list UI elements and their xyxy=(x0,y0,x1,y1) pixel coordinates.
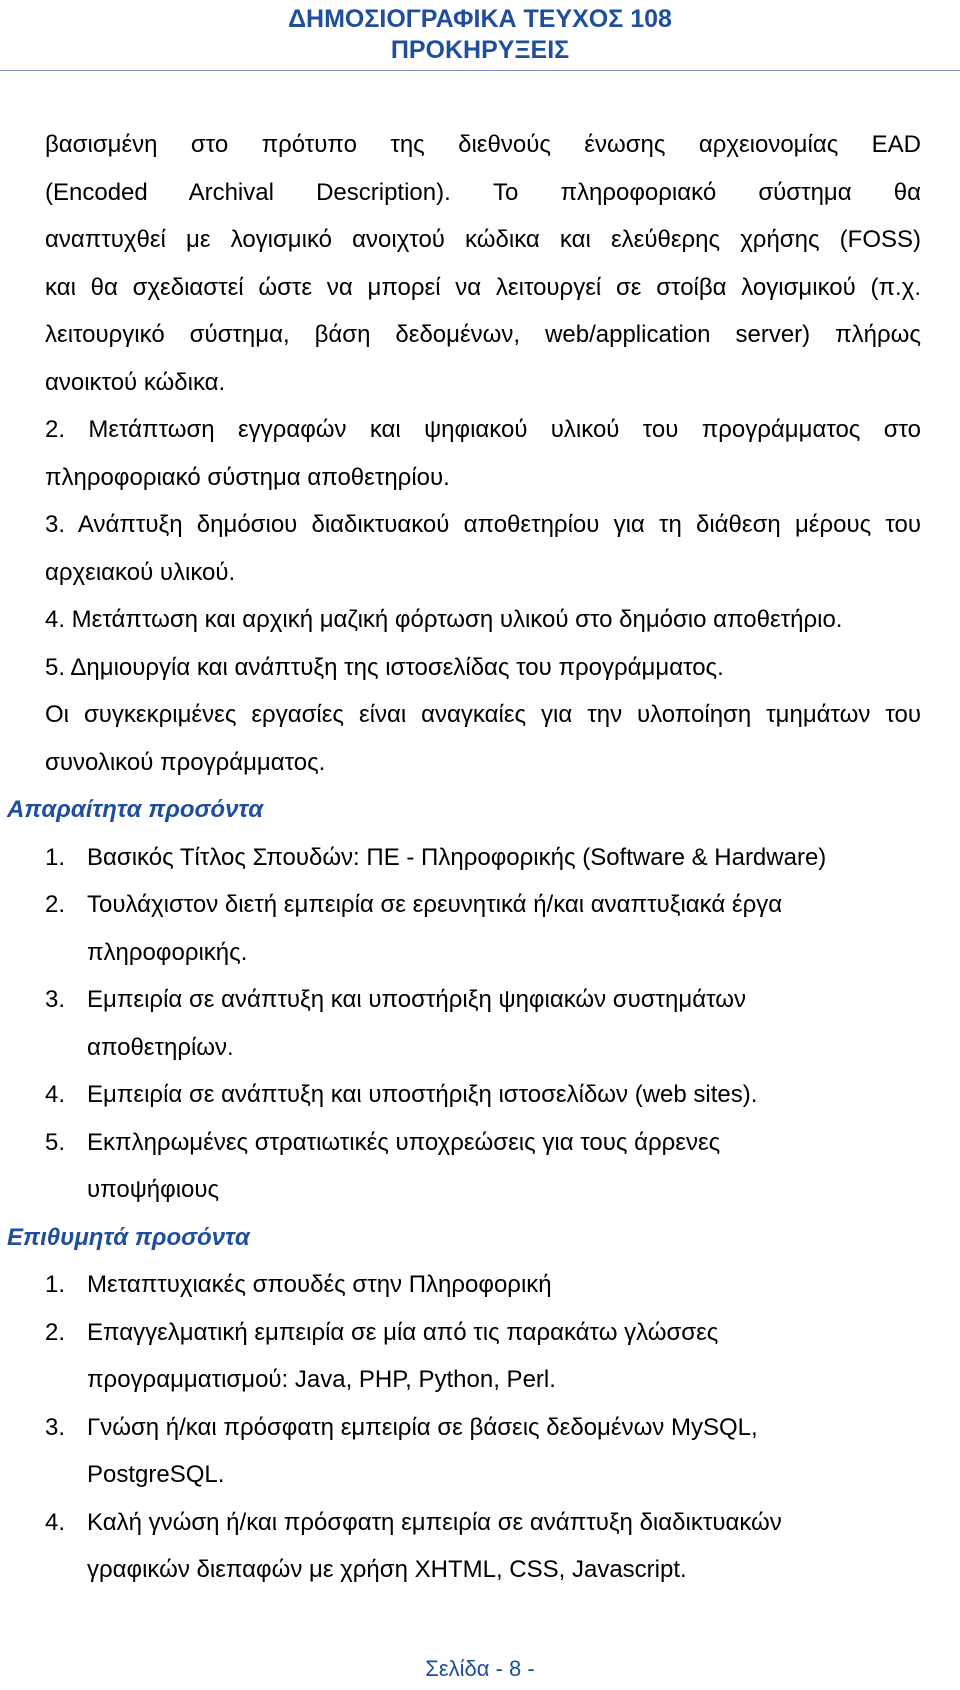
item-text: Επαγγελματική εμπειρία σε μία από τις παρακάτω γλώσσες xyxy=(87,1318,719,1346)
item-number: 3. xyxy=(45,1413,66,1441)
item-text: Εμπειρία σε ανάπτυξη και υποστήριξη ψηφιακών συστημάτων xyxy=(87,986,746,1013)
text-line: και θα σχεδιαστεί ώστε να μπορεί να λειτουργεί σε στοίβα λογισμικού (π.χ. xyxy=(45,273,921,301)
document-body xyxy=(7,121,921,1594)
list-item xyxy=(45,1404,921,1499)
text-line: (Encoded Archival Description). Το πληροφοριακό σύστημα θα xyxy=(45,178,921,206)
text-line: Οι συγκεκριμένες εργασίες είναι αναγκαίες για την υλοποίηση τμημάτων του xyxy=(45,701,921,728)
item-text: Βασικός Τίτλος Σπουδών: ΠΕ - Πληροφορικής (Software & Hardware) xyxy=(87,843,827,871)
text-line: 5. Δημιουργία και ανάπτυξη της ιστοσελίδας του προγράμματος. xyxy=(45,653,724,681)
text-line: λειτουργικό σύστημα, βάση δεδομένων, web/application server) πλήρως xyxy=(45,321,921,348)
task-item xyxy=(45,644,921,692)
text-line: βασισμένη στο πρότυπο της διεθνούς ένωσης αρχειονομίας EAD xyxy=(45,131,921,158)
item-text: Εμπειρία σε ανάπτυξη και υποστήριξη ιστοσελίδων (web sites). xyxy=(87,1081,758,1108)
list-item xyxy=(45,881,921,976)
list-item xyxy=(45,834,921,882)
item-text: Μεταπτυχιακές σπουδές στην Πληροφορική xyxy=(87,1271,552,1298)
text-line: 2. Μετάπτωση εγγραφών και ψηφιακού υλικού του προγράμματος στο xyxy=(45,416,921,443)
item-text: Τουλάχιστον διετή εμπειρία σε ερευνητικά ή/και αναπτυξιακά έργα xyxy=(87,891,783,918)
list-item xyxy=(45,976,921,1071)
list-item xyxy=(45,1499,921,1594)
desired-qualifications-heading: Επιθυμητά προσόντα xyxy=(7,1223,250,1251)
item-number: 1. xyxy=(45,843,66,871)
item-text: PostgreSQL. xyxy=(87,1461,225,1488)
list-item xyxy=(45,1071,921,1119)
item-number: 3. xyxy=(45,986,66,1013)
desired-qualifications-list xyxy=(45,1261,921,1594)
page-number: Σελίδα - 8 - xyxy=(425,1656,535,1681)
text-line: 4. Μετάπτωση και αρχική μαζική φόρτωση υλικού στο δημόσιο αποθετήριο. xyxy=(45,606,843,633)
required-qualifications-heading: Απαραίτητα προσόντα xyxy=(7,796,264,823)
item-number: 2. xyxy=(45,891,66,918)
header-subtitle: ΠΡΟΚΗΡΥΞΕΙΣ xyxy=(390,36,570,64)
text-line: συνολικού προγράμματος. xyxy=(45,748,326,776)
item-text: υποψήφιους xyxy=(87,1176,220,1203)
item-number: 2. xyxy=(45,1318,66,1346)
task-item xyxy=(45,501,921,596)
list-item xyxy=(45,1261,921,1309)
required-qualifications-list xyxy=(45,834,921,1214)
text-line: 3. Ανάπτυξη δημόσιου διαδικτυακού αποθετηρίου για τη διάθεση μέρους του xyxy=(45,511,921,538)
header-title: ΔΗΜΟΣΙΟΓΡΑΦΙΚΑ ΤΕΥΧΟΣ 108 xyxy=(288,5,672,33)
item-text: Εκπληρωμένες στρατιωτικές υποχρεώσεις για τους άρρενες xyxy=(87,1128,721,1156)
item-text: Γνώση ή/και πρόσφατη εμπειρία σε βάσεις δεδομένων MySQL, xyxy=(87,1413,758,1441)
intro-paragraph xyxy=(45,121,921,406)
item-text: αποθετηρίων. xyxy=(87,1033,234,1061)
item-text: Καλή γνώση ή/και πρόσφατη εμπειρία σε ανάπτυξη διαδικτυακών xyxy=(87,1508,782,1536)
task-item xyxy=(45,596,921,644)
list-item xyxy=(45,1309,921,1404)
item-number: 4. xyxy=(45,1508,66,1536)
item-number: 1. xyxy=(45,1271,66,1298)
text-line: πληροφοριακό σύστημα αποθετηρίου. xyxy=(45,463,450,491)
page-header xyxy=(0,0,960,76)
item-text: προγραμματισμού: Java, PHP, Python, Perl. xyxy=(87,1366,556,1393)
item-text: πληροφορικής. xyxy=(87,938,248,966)
task-item xyxy=(45,406,921,501)
text-line: αρχειακού υλικού. xyxy=(45,558,236,586)
item-text: γραφικών διεπαφών με χρήση XHTML, CSS, Javascript. xyxy=(87,1556,687,1583)
item-number: 5. xyxy=(45,1128,66,1156)
item-number: 4. xyxy=(45,1081,66,1108)
text-line: αναπτυχθεί με λογισμικό ανοιχτού κώδικα και ελεύθερης χρήσης (FOSS) xyxy=(45,226,921,253)
header-divider xyxy=(0,70,960,71)
text-line: ανοικτού κώδικα. xyxy=(45,368,226,396)
task-list xyxy=(45,406,921,691)
list-item xyxy=(45,1119,921,1214)
summary-paragraph xyxy=(45,691,921,786)
